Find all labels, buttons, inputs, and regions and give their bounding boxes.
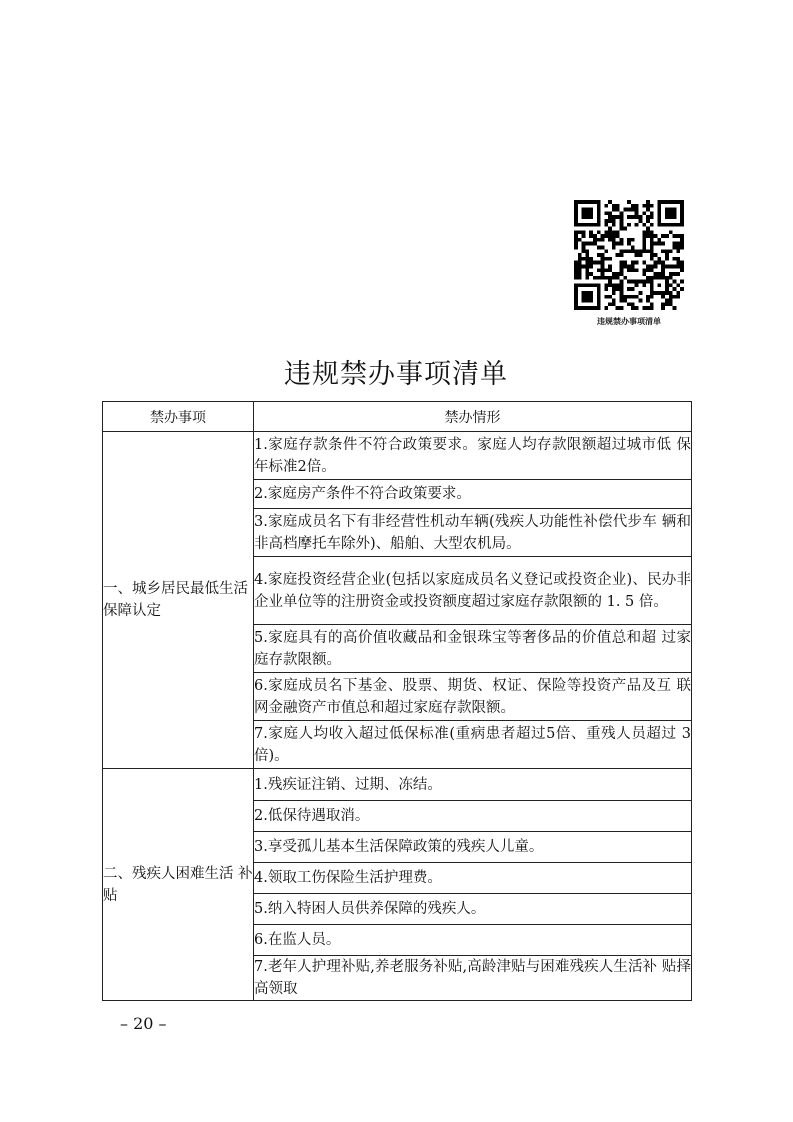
item-cell: 1.家庭存款条件不符合政策要求。家庭人均存款限额超过城市低 保年标准2倍。 bbox=[254, 432, 692, 480]
category-cell: 二、残疾人困难生活 补贴 bbox=[103, 769, 254, 1001]
item-cell: 1.残疾证注销、过期、冻结。 bbox=[254, 769, 692, 801]
header-prohibited-situation: 禁办情形 bbox=[254, 402, 692, 432]
qr-code-icon bbox=[572, 200, 686, 310]
qr-caption: 违规禁办事项清单 bbox=[597, 317, 661, 326]
prohibited-items-table bbox=[102, 401, 692, 1001]
item-cell: 4.领取工伤保险生活护理费。 bbox=[254, 863, 692, 894]
category-cell: 一、城乡居民最低生活保障认定 bbox=[103, 432, 254, 769]
document-title: 违规禁办事项清单 bbox=[284, 359, 508, 390]
item-cell: 3.享受孤儿基本生活保障政策的残疾人儿童。 bbox=[254, 832, 692, 863]
table-header-row bbox=[103, 402, 692, 432]
item-cell: 7.老年人护理补贴,养老服务补贴,高龄津贴与困难残疾人生活补 贴择高领取 bbox=[254, 956, 692, 1001]
item-cell: 2.家庭房产条件不符合政策要求。 bbox=[254, 480, 692, 509]
item-cell: 7.家庭人均收入超过低保标准(重病患者超过5倍、重残人员超过 3倍)。 bbox=[254, 721, 692, 769]
item-cell: 4.家庭投资经营企业(包括以家庭成员名义登记或投资企业)、民办非企业单位等的注册资金或投资额度超过家庭存款限额的 1. 5 倍。 bbox=[254, 557, 692, 625]
page-number: – 20 – bbox=[120, 1014, 167, 1033]
item-cell: 5.纳入特困人员供养保障的残疾人。 bbox=[254, 894, 692, 925]
qr-code bbox=[572, 200, 686, 310]
item-cell: 3.家庭成员名下有非经营性机动车辆(残疾人功能性补偿代步车 辆和非高档摩托车除外)、船舶、大型农机局。 bbox=[254, 509, 692, 557]
header-prohibited-item: 禁办事项 bbox=[103, 402, 254, 432]
table-row bbox=[103, 432, 692, 480]
item-cell: 2.低保待遇取消。 bbox=[254, 801, 692, 832]
table-row bbox=[103, 769, 692, 801]
item-cell: 5.家庭具有的高价值收藏品和金银珠宝等奢侈品的价值总和超 过家庭存款限额。 bbox=[254, 625, 692, 673]
item-cell: 6.在监人员。 bbox=[254, 925, 692, 956]
item-cell: 6.家庭成员名下基金、股票、期货、权证、保险等投资产品及互 联网金融资产市值总和超过家庭存款限额。 bbox=[254, 673, 692, 721]
